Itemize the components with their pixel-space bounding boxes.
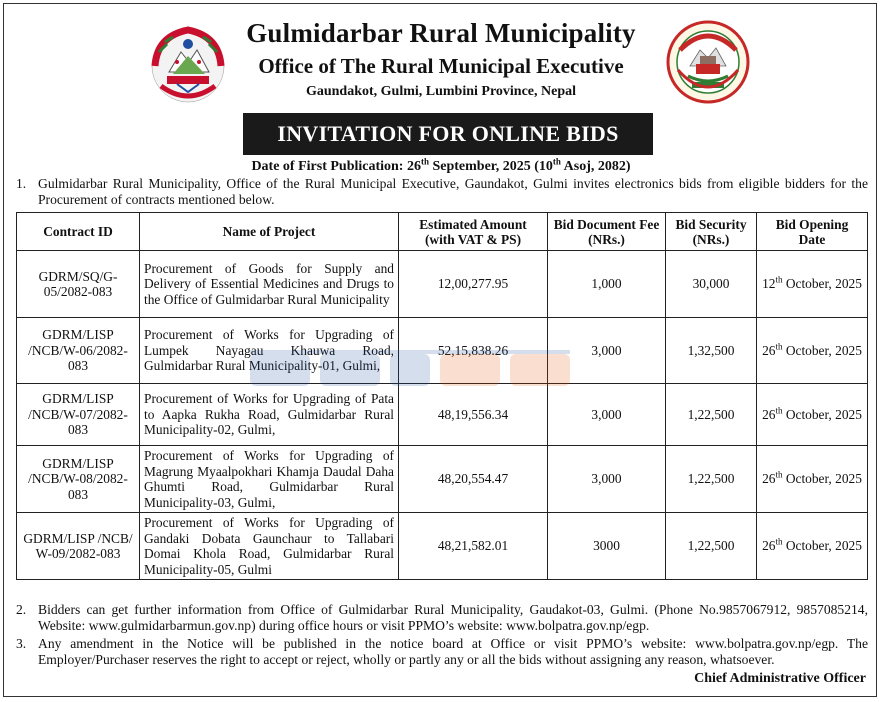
- pub-sup2: th: [552, 156, 561, 167]
- table-header-row: [17, 213, 868, 251]
- cell-security: 30,000: [666, 251, 757, 318]
- office-subtitle: Office of The Rural Municipal Executive: [258, 54, 624, 78]
- col-header-amount: Estimated Amount (with VAT & PS): [399, 213, 548, 251]
- municipality-title: Gulmidarbar Rural Municipality: [246, 18, 636, 48]
- cell-project: Procurement of Works for Upgrading of Magrung Myaalpokhari Khamja Daudal Daha Ghumti Road, Gulmidarbar Rural Municipality-03, Gulmi,: [140, 446, 399, 513]
- cell-opening-date: [757, 251, 868, 318]
- col-header-opening: Bid Opening Date: [757, 213, 868, 251]
- cell-fee: 3,000: [548, 384, 666, 446]
- cell-security: 1,22,500: [666, 384, 757, 446]
- pub-sup1: th: [420, 156, 429, 167]
- signature-title: Chief Administrative Officer: [694, 671, 866, 686]
- cell-project: Procurement of Works for Upgrading of Lumpek Nayagau Khauwa Road, Gulmidarbar Rural Municipality-01, Gulmi,: [140, 318, 399, 384]
- date-sup: th: [775, 274, 783, 285]
- cell-contract-id: GDRM/LISP /NCB/W-06/2082-083: [17, 318, 140, 384]
- date-rest: October, 2025: [782, 471, 862, 487]
- cell-amount: 48,20,554.47: [399, 446, 548, 513]
- cell-amount: 48,19,556.34: [399, 384, 548, 446]
- table-row: [17, 513, 868, 580]
- cell-contract-id: GDRM/SQ/G-05/2082-083: [17, 251, 140, 318]
- cell-security: 1,22,500: [666, 446, 757, 513]
- publication-date: [0, 156, 882, 175]
- note-2-text: Bidders can get further information from Office of Gulmidarbar Rural Municipality, Gaudakot-03, Gulmi. (Phone No.9857067912, 9857085214, Website: www.gulmidarbarmun.gov.np) during office hours or visit PPMO’s website: www.bolpatra.gov.np/egp.: [38, 602, 868, 633]
- note-1-text: Gulmidarbar Rural Municipality, Office of the Rural Municipal Executive, Gaundakot, Gulmi invites electronics bids from eligible bidders for the Procurement of contracts mentioned below.: [38, 176, 868, 207]
- date-sup: th: [775, 536, 783, 547]
- cell-project: Procurement of Goods for Supply and Delivery of Essential Medicines and Drugs to the Office of Gulmidarbar Rural Municipality: [140, 251, 399, 318]
- date-sup: th: [775, 469, 783, 480]
- cell-security: 1,22,500: [666, 513, 757, 580]
- cell-amount: 52,15,838.26: [399, 318, 548, 384]
- col-header-fee: Bid Document Fee (NRs.): [548, 213, 666, 251]
- cell-contract-id: GDRM/LISP /NCB/W-07/2082-083: [17, 384, 140, 446]
- banner-text: INVITATION FOR ONLINE BIDS: [277, 121, 619, 146]
- col-header-security: Bid Security (NRs.): [666, 213, 757, 251]
- pub-end: Asoj, 2082): [560, 159, 631, 174]
- date-rest: October, 2025: [782, 538, 862, 554]
- note-3-number: 3.: [16, 636, 27, 651]
- date-day: 26: [762, 538, 776, 554]
- cell-contract-id: GDRM/LISP /NCB/W-08/2082-083: [17, 446, 140, 513]
- date-day: 26: [762, 406, 776, 422]
- col-header-contract-id: Contract ID: [17, 213, 140, 251]
- table-row: [17, 446, 868, 513]
- cell-project: Procurement of Works for Upgrading of Pata to Aapka Rukha Road, Gulmidarbar Rural Municipality-02, Gulmi,: [140, 384, 399, 446]
- date-sup: th: [775, 405, 783, 416]
- office-address: Gaundakot, Gulmi, Lumbini Province, Nepal: [305, 84, 577, 99]
- notice-banner: [243, 113, 653, 155]
- col-header-project: Name of Project: [140, 213, 399, 251]
- note-3-text: Any amendment in the Notice will be published in the notice board at Office or visit PPMO’s website: www.bolpatra.gov.np/egp. The Employer/Purchaser reserves the right to accept or reject, wholly or partly any or all the bids without assigning any reason, whatsoever.: [38, 636, 868, 667]
- cell-amount: 12,00,277.95: [399, 251, 548, 318]
- date-rest: October, 2025: [782, 276, 862, 292]
- date-rest: October, 2025: [782, 342, 862, 358]
- cell-amount: 48,21,582.01: [399, 513, 548, 580]
- cell-fee: 1,000: [548, 251, 666, 318]
- date-sup: th: [775, 341, 783, 352]
- pub-label: Date of First Publication: 26: [251, 159, 421, 174]
- note-2-number: 2.: [16, 602, 27, 617]
- cell-opening-date: [757, 384, 868, 446]
- cell-fee: 3,000: [548, 318, 666, 384]
- date-day: 26: [762, 342, 776, 358]
- cell-security: 1,32,500: [666, 318, 757, 384]
- cell-opening-date: [757, 513, 868, 580]
- cell-opening-date: [757, 446, 868, 513]
- cell-contract-id: GDRM/LISP /NCB/ W-09/2082-083: [17, 513, 140, 580]
- pub-mid: September, 2025 (10: [428, 159, 553, 174]
- bids-table: [16, 212, 868, 580]
- table-row: [17, 318, 868, 384]
- cell-opening-date: [757, 318, 868, 384]
- cell-fee: 3,000: [548, 446, 666, 513]
- note-1-number: 1.: [16, 176, 27, 191]
- table-row: [17, 251, 868, 318]
- cell-fee: 3000: [548, 513, 666, 580]
- table-row: [17, 384, 868, 446]
- date-rest: October, 2025: [782, 406, 862, 422]
- date-day: 26: [762, 471, 776, 487]
- date-day: 12: [762, 276, 776, 292]
- cell-project: Procurement of Works for Upgrading of Gandaki Dobata Gaunchaur to Tallabari Domai Khola Road, Gulmidarbar Rural Municipality-05, Gulmi: [140, 513, 399, 580]
